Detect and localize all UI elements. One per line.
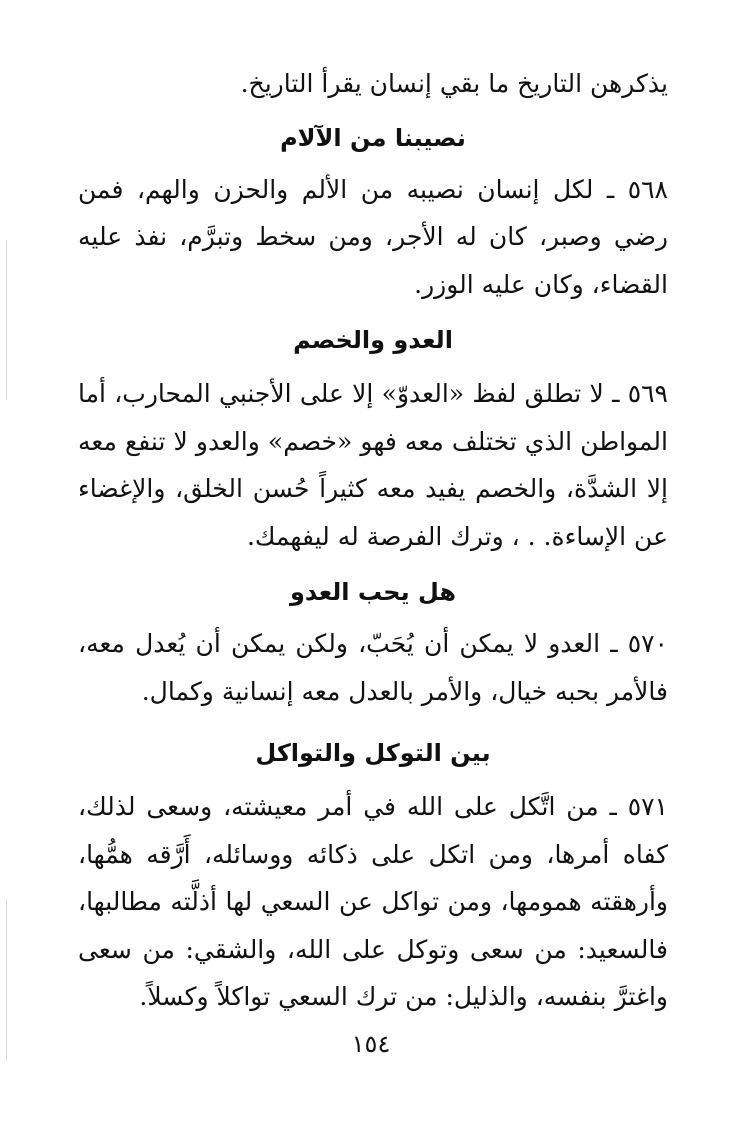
numbered-paragraph [78, 166, 668, 309]
paragraph-text: لا تطلق لفظ «العدوّ» إلا على الأجنبي المحارب، أما المواطن الذي تختلف معه فهو «خصم» والعدو لا تنفع معه إلا الشدَّة، والخصم يفيد معه كثيراً حُسن الخلق، والإغضاء عن الإساءة. . ، وترك الفرصة له ليفهمك. [78, 379, 668, 551]
paragraph-number: ٥٧١ ـ [609, 792, 668, 821]
paragraph-text: العدو لا يمكن أن يُحَبّ، ولكن يمكن أن يُعدل معه، فالأمر بحبه خيال، والأمر بالعدل معه إنسانية وكمال. [78, 629, 668, 706]
paragraph-number: ٥٦٨ ـ [606, 174, 668, 204]
page-body [78, 60, 668, 1021]
numbered-paragraph [78, 620, 668, 715]
scan-edge-mark [6, 900, 7, 1060]
paragraph-number: ٥٧٠ ـ [610, 629, 668, 658]
section-heading: العدو والخصم [293, 326, 453, 354]
intro-line: يذكرهن التاريخ ما بقي إنسان يقرأ التاريخ. [240, 69, 668, 98]
section-heading: نصيبنا من الآلام [280, 123, 466, 152]
numbered-paragraph [78, 370, 668, 560]
paragraph-number: ٥٦٩ ـ [612, 379, 668, 408]
numbered-paragraph [78, 783, 668, 1021]
section-heading: هل يحب العدو [289, 578, 457, 606]
page-number: ١٥٤ [351, 1030, 391, 1058]
paragraph-text: لكل إنسان نصيبه من الألم والحزن والهم، فمن رضي وصبر، كان له الأجر، ومن سخط وتبرَّم، نفذ عليه القضاء، وكان عليه الوزر. [78, 174, 668, 299]
section-heading: بين التوكل والتواكل [255, 739, 491, 767]
scan-edge-mark [6, 240, 7, 400]
paragraph-text: من اتَّكل على الله في أمر معيشته، وسعى لذلك، كفاه أمرها، ومن اتكل على ذكائه ووسائله، أَرَّقه همُّها، وأرهقته همومها، ومن تواكل عن السعي لها أذلَّته مطالبها، فالسعيد: من سعى وتوكل على الله، والشقي: من سعى واغترَّ بنفسه، والذليل: من ترك السعي تواكلاً وكسلاً. [78, 792, 668, 1011]
